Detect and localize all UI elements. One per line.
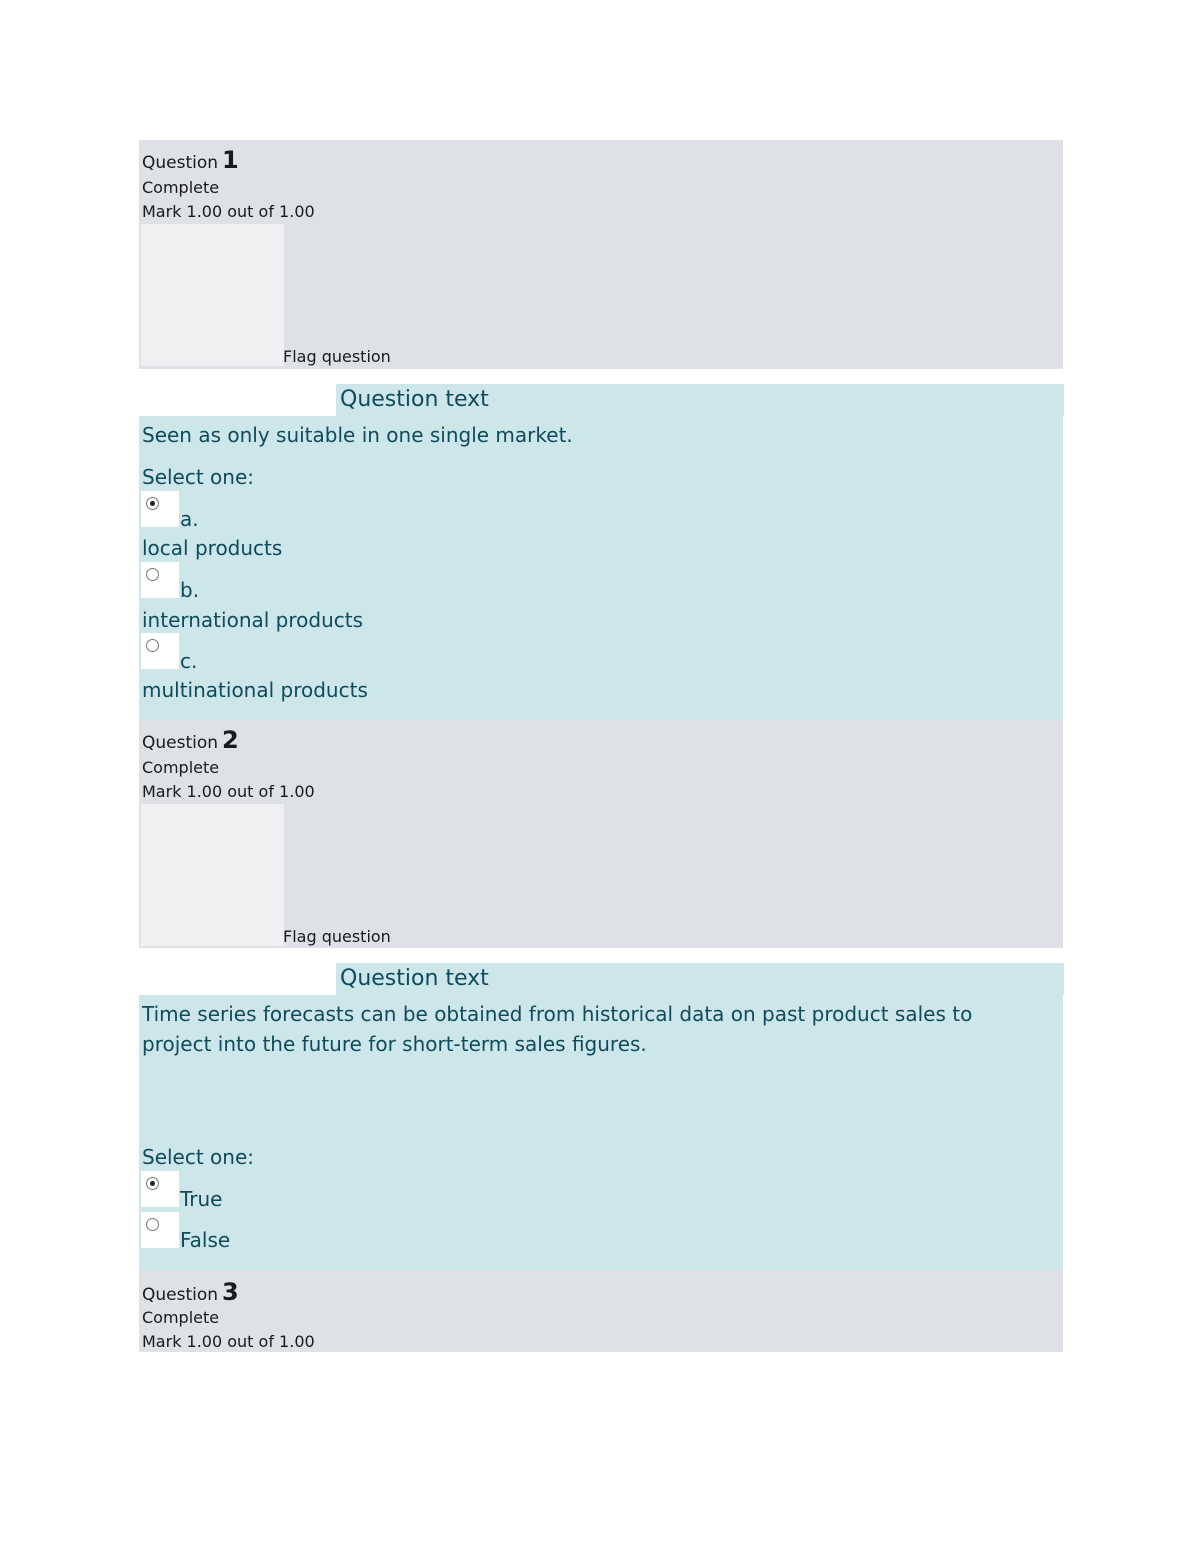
- flag-question-link[interactable]: Flag question: [283, 927, 391, 946]
- question-prompt: Time series forecasts can be obtained from historical data on past product sales to project into the future for short-term sales figures.: [142, 1002, 973, 1056]
- question-prefix: Question: [142, 153, 219, 173]
- option-letter: c.: [180, 649, 198, 673]
- radio-checked-icon[interactable]: [146, 497, 159, 510]
- question-grade: Mark 1.00 out of 1.00: [142, 782, 315, 801]
- question-text-heading: [336, 963, 1064, 995]
- question-number: [142, 726, 239, 754]
- question-1-formulation: [139, 416, 1063, 720]
- question-1-info: [139, 140, 1063, 369]
- question-text-heading-label: Question text: [340, 966, 489, 991]
- radio-option-true[interactable]: [141, 1171, 179, 1207]
- select-one-label: Select one:: [142, 1145, 255, 1169]
- question-state: Complete: [142, 758, 220, 777]
- question-prompt: Seen as only suitable in one single market.: [142, 423, 573, 447]
- question-2-info: [139, 720, 1063, 948]
- option-letter: b.: [180, 578, 200, 602]
- radio-option-false[interactable]: [141, 1212, 179, 1248]
- flag-icon[interactable]: [141, 224, 284, 366]
- option-letter: a.: [180, 507, 199, 531]
- option-text: False: [180, 1228, 231, 1252]
- flag-icon[interactable]: [141, 804, 284, 946]
- radio-unchecked-icon[interactable]: [146, 639, 159, 652]
- radio-unchecked-icon[interactable]: [146, 568, 159, 581]
- question-number-value: 2: [222, 726, 239, 754]
- radio-unchecked-icon[interactable]: [146, 1218, 159, 1231]
- question-number: [142, 146, 239, 174]
- option-text: local products: [142, 536, 283, 560]
- question-prefix: Question: [142, 1285, 219, 1305]
- flag-question-link[interactable]: Flag question: [283, 347, 391, 366]
- radio-checked-icon[interactable]: [146, 1177, 159, 1190]
- radio-option-a[interactable]: [141, 491, 179, 527]
- question-number-value: 1: [222, 146, 239, 174]
- question-2-formulation: [139, 995, 1063, 1270]
- option-text: True: [180, 1187, 223, 1211]
- question-text-heading-label: Question text: [340, 387, 489, 412]
- question-grade: Mark 1.00 out of 1.00: [142, 202, 315, 221]
- question-3-info: [139, 1270, 1063, 1352]
- question-number-value: 3: [222, 1278, 239, 1306]
- question-grade: Mark 1.00 out of 1.00: [142, 1332, 315, 1351]
- option-text: international products: [142, 608, 364, 632]
- question-state: Complete: [142, 1308, 220, 1327]
- option-text: multinational products: [142, 678, 368, 702]
- question-prefix: Question: [142, 733, 219, 753]
- question-text-heading: [336, 384, 1064, 416]
- radio-option-b[interactable]: [141, 562, 179, 598]
- select-one-label: Select one:: [142, 465, 255, 489]
- question-number: [142, 1278, 239, 1306]
- question-state: Complete: [142, 178, 220, 197]
- radio-option-c[interactable]: [141, 633, 179, 669]
